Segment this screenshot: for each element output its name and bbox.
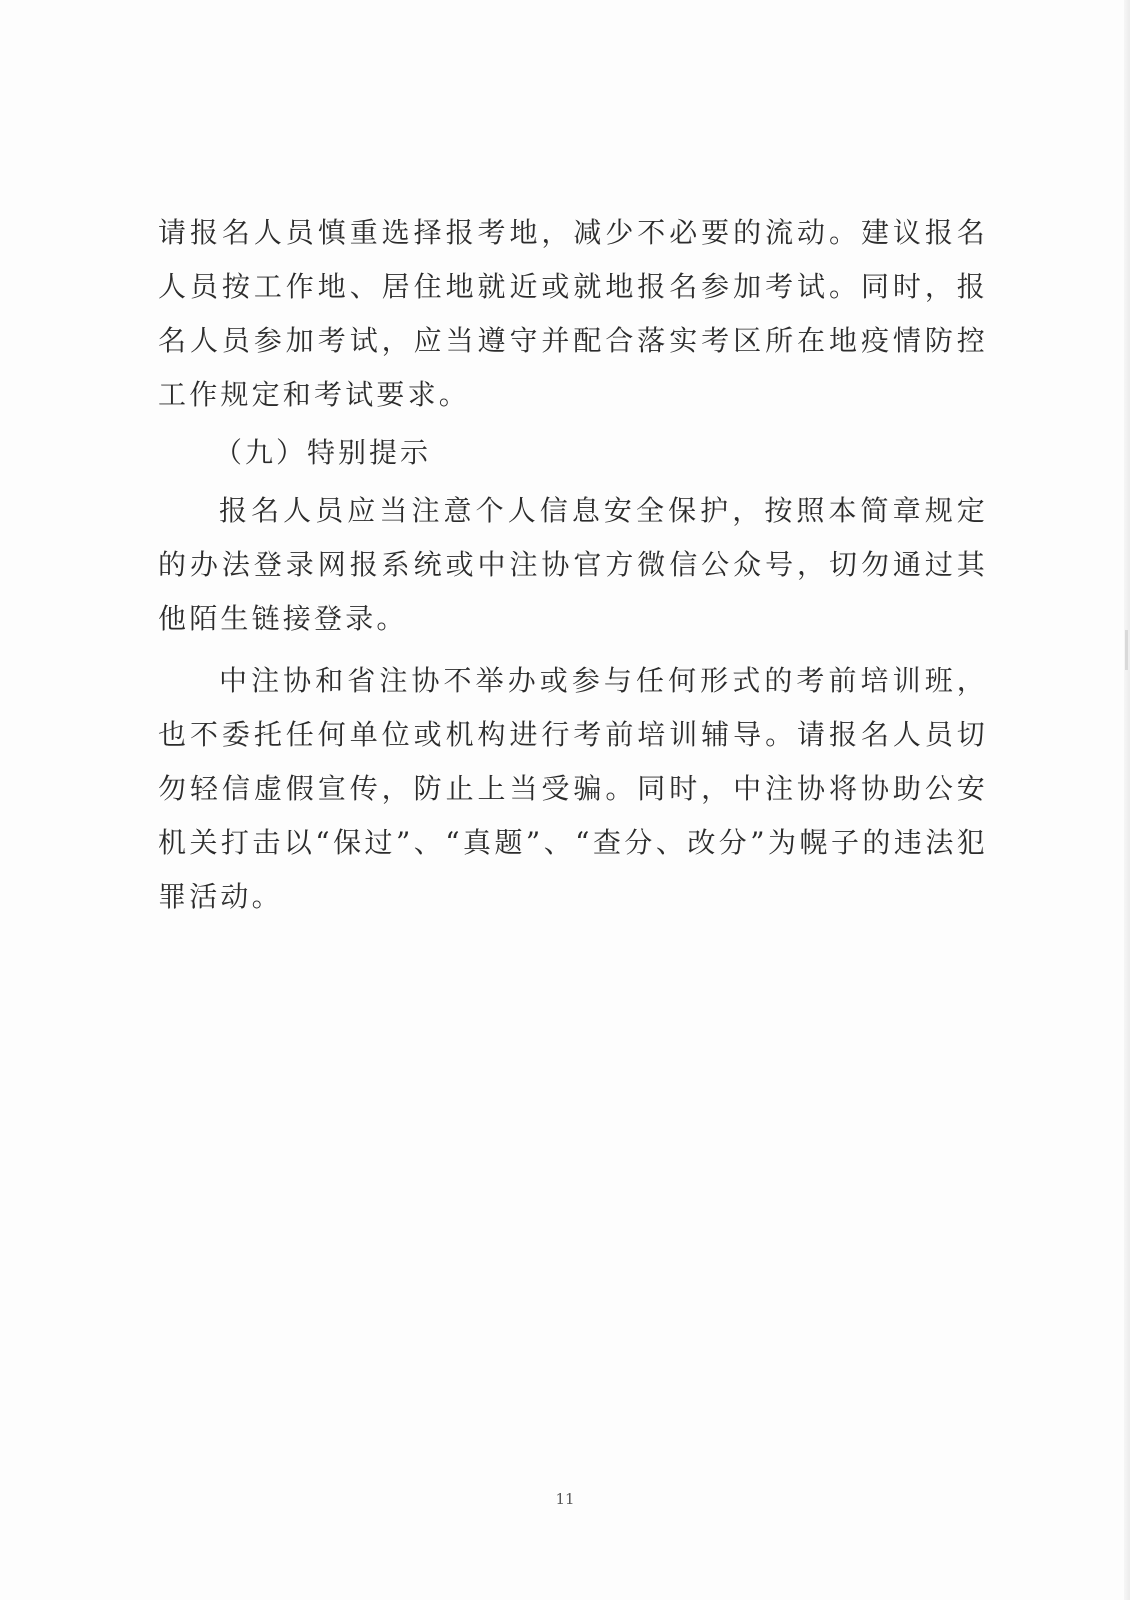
section-heading: （九）特别提示	[214, 436, 432, 469]
scan-edge	[1124, 0, 1130, 1600]
paragraph-notice-2: 中注协和省注协不举办或参与任何形式的考前培训班，也不委托任何单位或机构进行考前培训辅导。请报名人员切勿轻信虚假宣传，防止上当受骗。同时，中注协将协助公安机关打击以“保过”、“真题”、“查分、改分”为幌子的违法犯罪活动。	[158, 664, 988, 913]
scan-mark	[1125, 630, 1128, 670]
document-body	[158, 206, 988, 924]
paragraph-notice-1: 报名人员应当注意个人信息安全保护，按照本简章规定的办法登录网报系统或中注协官方微信公众号，切勿通过其他陌生链接登录。	[158, 494, 988, 635]
paragraph-continued: 请报名人员慎重选择报考地，减少不必要的流动。建议报名人员按工作地、居住地就近或就地报名参加考试。同时，报名人员参加考试，应当遵守并配合落实考区所在地疫情防控工作规定和考试要求。	[158, 216, 988, 411]
page-number: 11	[555, 1490, 575, 1508]
